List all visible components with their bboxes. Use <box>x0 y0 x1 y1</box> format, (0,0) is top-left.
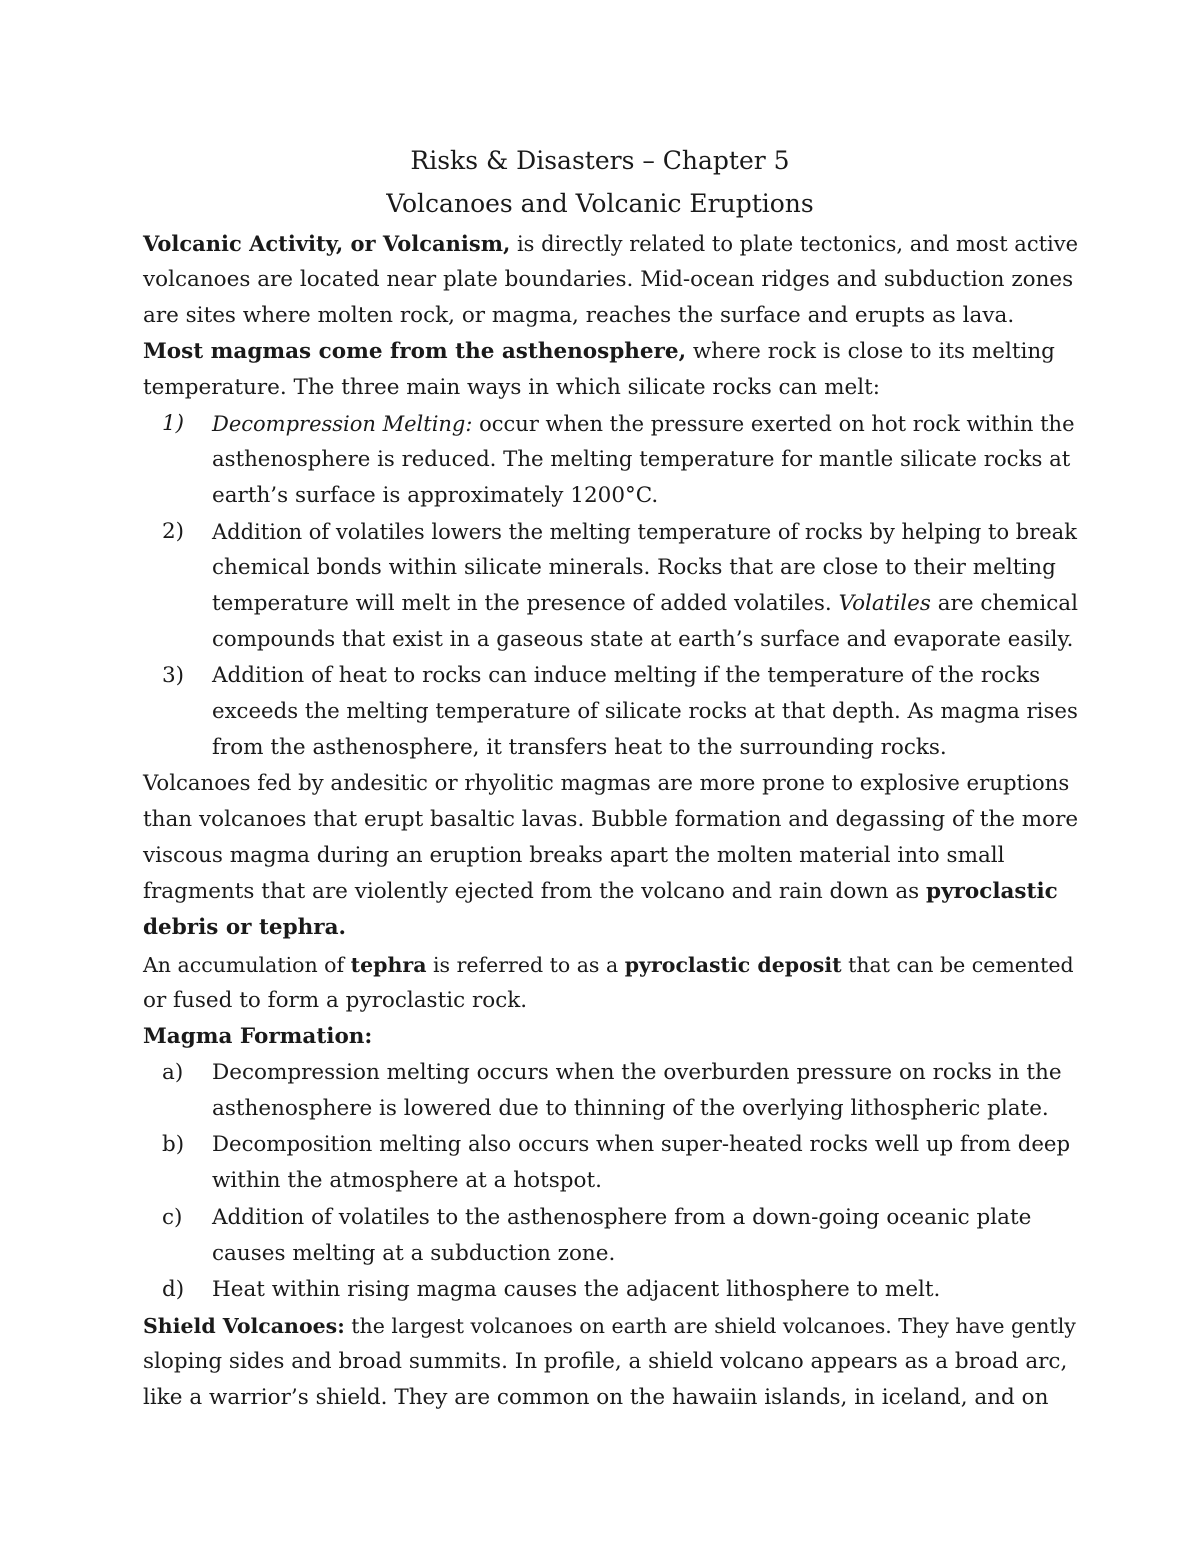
list-item: 3) Addition of heat to rocks can induce melting if the temperature of the rocks exceeds the melting temperature of silicate rocks at that depth. As magma rises from the asthenosphere, it transfers heat to the surrounding rocks. <box>143 658 1078 766</box>
term-pyroclastic: pyroclastic <box>926 879 1058 904</box>
paragraph-pyroclastic-deposit: An accumulation of tephra is referred to as a pyroclastic deposit that can be cemented or fused to form a pyroclastic rock. <box>143 953 1074 1013</box>
term-pyroclastic-deposit: pyroclastic deposit <box>624 953 842 977</box>
document-subtitle: Volcanoes and Volcanic Eruptions <box>386 189 814 218</box>
paragraph-explosive-eruptions: Volcanoes fed by andesitic or rhyolitic magmas are more prone to explosive eruptions than volcanoes that erupt basaltic lavas. Bubble formation and degassing of the more viscous magma during an eruption breaks apart the molten material into small fragments that are violently ejected from the volcano and rain down as pyroclastic debris or tephra. <box>143 771 1079 940</box>
term-tephra: tephra <box>350 953 427 977</box>
term-debris-or-tephra: debris or tephra. <box>143 915 347 940</box>
term-asthenosphere: Most magmas come from the asthenosphere, <box>143 339 687 364</box>
term-volcanism: Volcanic Activity, or Volcanism, <box>143 231 511 256</box>
paragraph-volcanism: Volcanic Activity, or Volcanism, is directly related to plate tectonics, and most active volcanoes are located near plate boundaries. Mid-ocean ridges and subduction zones are sites where molten rock, or magma, reaches the surface and erupts as lava. <box>143 231 1079 328</box>
paragraph-asthenosphere: Most magmas come from the asthenosphere, where rock is close to its melting temperature. The three main ways in which silicate rocks can melt: <box>143 339 1055 400</box>
section-heading-magma-formation: Magma Formation: <box>143 1024 373 1049</box>
term-shield-volcanoes: Shield Volcanoes: <box>143 1314 345 1338</box>
list-marker: c) <box>162 1205 183 1230</box>
document-title: Risks & Disasters – Chapter 5 <box>410 146 790 175</box>
paragraph-shield-volcanoes: Shield Volcanoes: the largest volcanoes on earth are shield volcanoes. They have gently sloping sides and broad summits. In profile, a shield volcano appears as a broad arc, like a warrior’s shield. They are common on the hawaiin islands, in iceland, and on <box>143 1314 1076 1410</box>
list-item: d) Heat within rising magma causes the adjacent lithosphere to melt. <box>143 1272 1078 1308</box>
list-item: b) Decomposition melting also occurs when super-heated rocks well up from deep within the atmosphere at a hotspot. <box>143 1127 1078 1199</box>
list-marker: 2) <box>162 519 185 544</box>
list-marker: 3) <box>162 663 185 688</box>
list-item: 1) Decompression Melting: occur when the pressure exerted on hot rock within the asthenosphere is reduced. The melting temperature for mantle silicate rocks at earth’s surface is approximately 1200°C. <box>143 406 1078 514</box>
list-marker: 1) <box>162 411 185 436</box>
list-marker: b) <box>162 1132 185 1157</box>
list-item: c) Addition of volatiles to the asthenosphere from a down-going oceanic plate causes melting at a subduction zone. <box>143 1200 1078 1272</box>
term-decompression-melting: Decompression Melting: <box>212 412 473 436</box>
term-volatiles: Volatiles <box>838 591 931 616</box>
list-marker: d) <box>162 1277 185 1302</box>
list-item: 2) Addition of volatiles lowers the melting temperature of rocks by helping to break chemical bonds within silicate minerals. Rocks that are close to their melting temperature will melt in the presence of added volatiles. Volatiles are chemical compounds that exist in a gaseous state at earth’s surface and evaporate easily. <box>143 514 1078 658</box>
list-marker: a) <box>162 1060 184 1085</box>
list-item: a) Decompression melting occurs when the overburden pressure on rocks in the asthenosphere is lowered due to thinning of the overlying lithospheric plate. <box>143 1055 1078 1127</box>
